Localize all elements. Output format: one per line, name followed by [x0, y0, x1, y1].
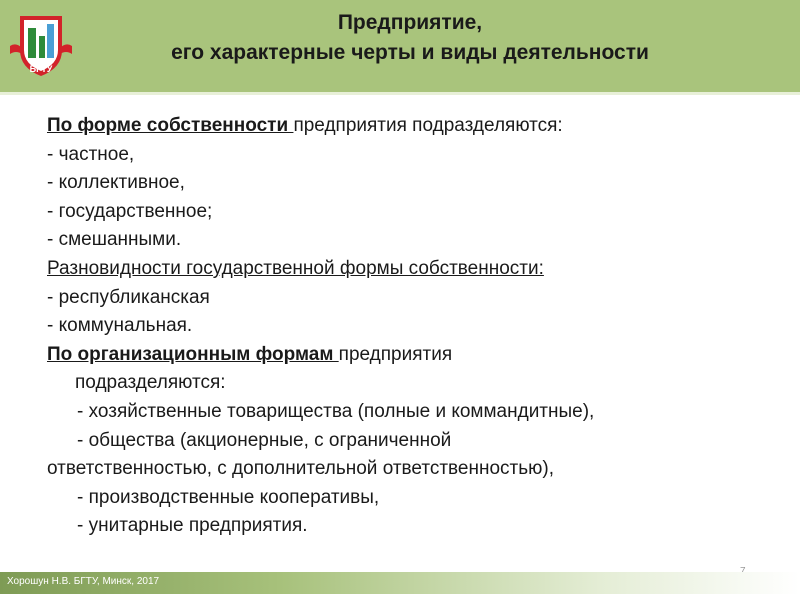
footer-credit: Хорошун Н.В. БГТУ, Минск, 2017	[7, 576, 160, 587]
org-form-item: - производственные кооперативы,	[77, 486, 380, 508]
title-line-2: его характерные черты и виды деятельности	[171, 41, 649, 64]
ownership-item: - смешанными.	[47, 229, 182, 251]
ownership-heading-rest: предприятия подразделяются:	[293, 115, 563, 136]
ownership-item: - государственное;	[47, 200, 213, 222]
ownership-heading: По форме собственности	[47, 115, 294, 136]
slide-body	[47, 112, 777, 541]
org-form-item: - хозяйственные товарищества (полные и коммандитные),	[77, 400, 595, 422]
org-forms-heading-rest: предприятия	[338, 343, 453, 365]
ownership-item: - коллективное,	[47, 172, 185, 194]
org-forms-heading: По организационным формам	[47, 343, 339, 365]
logo-caption: БГТУ	[29, 64, 53, 74]
org-forms-continuation: подразделяются:	[75, 372, 226, 394]
title-line-1: Предприятие,	[337, 11, 483, 34]
slide-title	[90, 8, 730, 68]
ownership-line	[47, 112, 777, 141]
ownership-item: - частное,	[47, 143, 135, 165]
org-form-item-continuation: ответственностью, с дополнительной ответственностью),	[47, 458, 555, 480]
org-forms-line	[47, 341, 777, 370]
org-form-item: - общества (акционерные, с ограниченной	[77, 429, 452, 451]
state-ownership-item: - республиканская	[47, 286, 210, 308]
org-form-item: - унитарные предприятия.	[77, 515, 308, 537]
state-ownership-heading: Разновидности государственной формы собственности:	[47, 257, 544, 279]
state-ownership-item: - коммунальная.	[47, 315, 193, 337]
slide-header	[0, 0, 800, 92]
slide-footer	[0, 572, 800, 594]
header-divider	[0, 92, 800, 95]
